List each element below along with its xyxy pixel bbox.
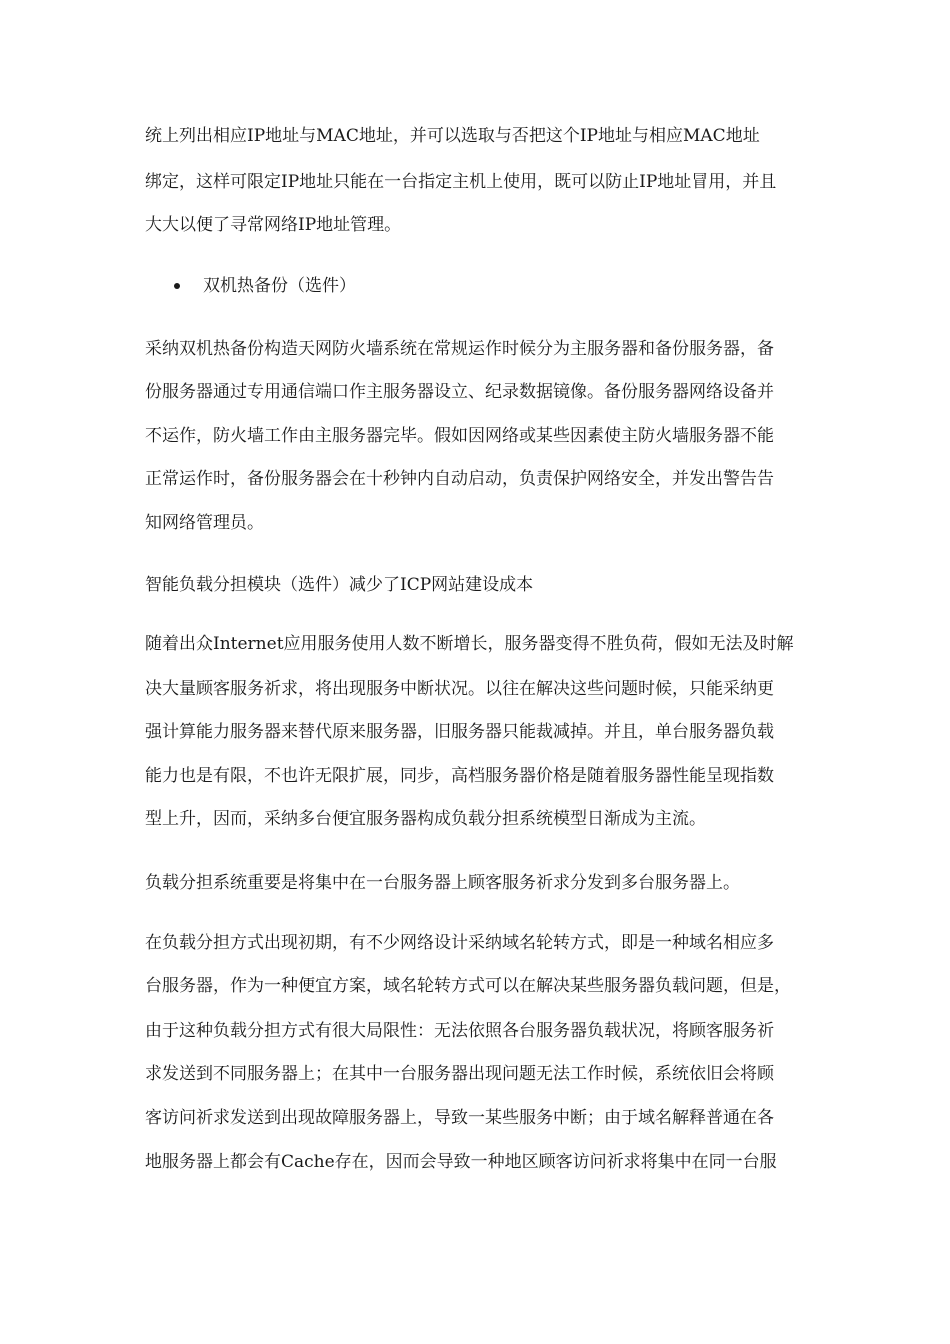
text-line: 采纳双机热备份构造天网防火墙系统在常规运作时候分为主服务器和备份服务器，备 [145, 339, 774, 359]
text-line: 客访问祈求发送到出现故障服务器上，导致一某些服务中断；由于域名解释普通在各 [145, 1108, 774, 1128]
text-line: 台服务器，作为一种便宜方案，域名轮转方式可以在解决某些服务器负载问题，但是， [145, 976, 791, 996]
text-line: 绑定，这样可限定IP地址只能在一台指定主机上使用，既可以防止IP地址冒用，并且 [145, 172, 777, 192]
text-line: 统上列出相应IP地址与MAC地址，并可以选取与否把这个IP地址与相应MAC地址 [145, 126, 760, 146]
text-line: 大大以便了寻常网络IP地址管理。 [145, 215, 402, 235]
text-line: 求发送到不同服务器上；在其中一台服务器出现问题无法工作时候，系统依旧会将顾 [145, 1064, 774, 1084]
text-line: 地服务器上都会有Cache存在，因而会导致一种地区顾客访问祈求将集中在同一台服 [145, 1152, 777, 1172]
text-line: 在负载分担方式出现初期，有不少网络设计采纳域名轮转方式，即是一种域名相应多 [145, 933, 774, 953]
text-line: 负载分担系统重要是将集中在一台服务器上顾客服务祈求分发到多台服务器上。 [145, 873, 740, 893]
bullet-icon [174, 283, 180, 289]
text-line: 份服务器通过专用通信端口作主服务器设立、纪录数据镜像。备份服务器网络设备并 [145, 382, 774, 402]
text-line: 知网络管理员。 [145, 513, 264, 533]
text-line: 型上升，因而，采纳多台便宜服务器构成负载分担系统模型日渐成为主流。 [145, 809, 706, 829]
text-line: 不运作，防火墙工作由主服务器完毕。假如因网络或某些因素使主防火墙服务器不能 [145, 426, 774, 446]
text-line: 决大量顾客服务祈求，将出现服务中断状况。以往在解决这些问题时候，只能采纳更 [145, 679, 774, 699]
text-line: 能力也是有限，不也许无限扩展，同步，高档服务器价格是随着服务器性能呈现指数 [145, 766, 774, 786]
text-line: 随着出众Internet应用服务使用人数不断增长，服务器变得不胜负荷，假如无法及时解 [145, 634, 794, 654]
text-line: 由于这种负载分担方式有很大局限性：无法依照各台服务器负载状况，将顾客服务祈 [145, 1021, 774, 1041]
text-line: 强计算能力服务器来替代原来服务器，旧服务器只能裁减掉。并且，单台服务器负载 [145, 722, 774, 742]
text-line: 正常运作时，备份服务器会在十秒钟内自动启动，负责保护网络安全，并发出警告告 [145, 469, 774, 489]
section-heading: 智能负载分担模块（选件）减少了ICP网站建设成本 [145, 575, 534, 595]
bullet-text: 双机热备份（选件） [203, 276, 356, 296]
